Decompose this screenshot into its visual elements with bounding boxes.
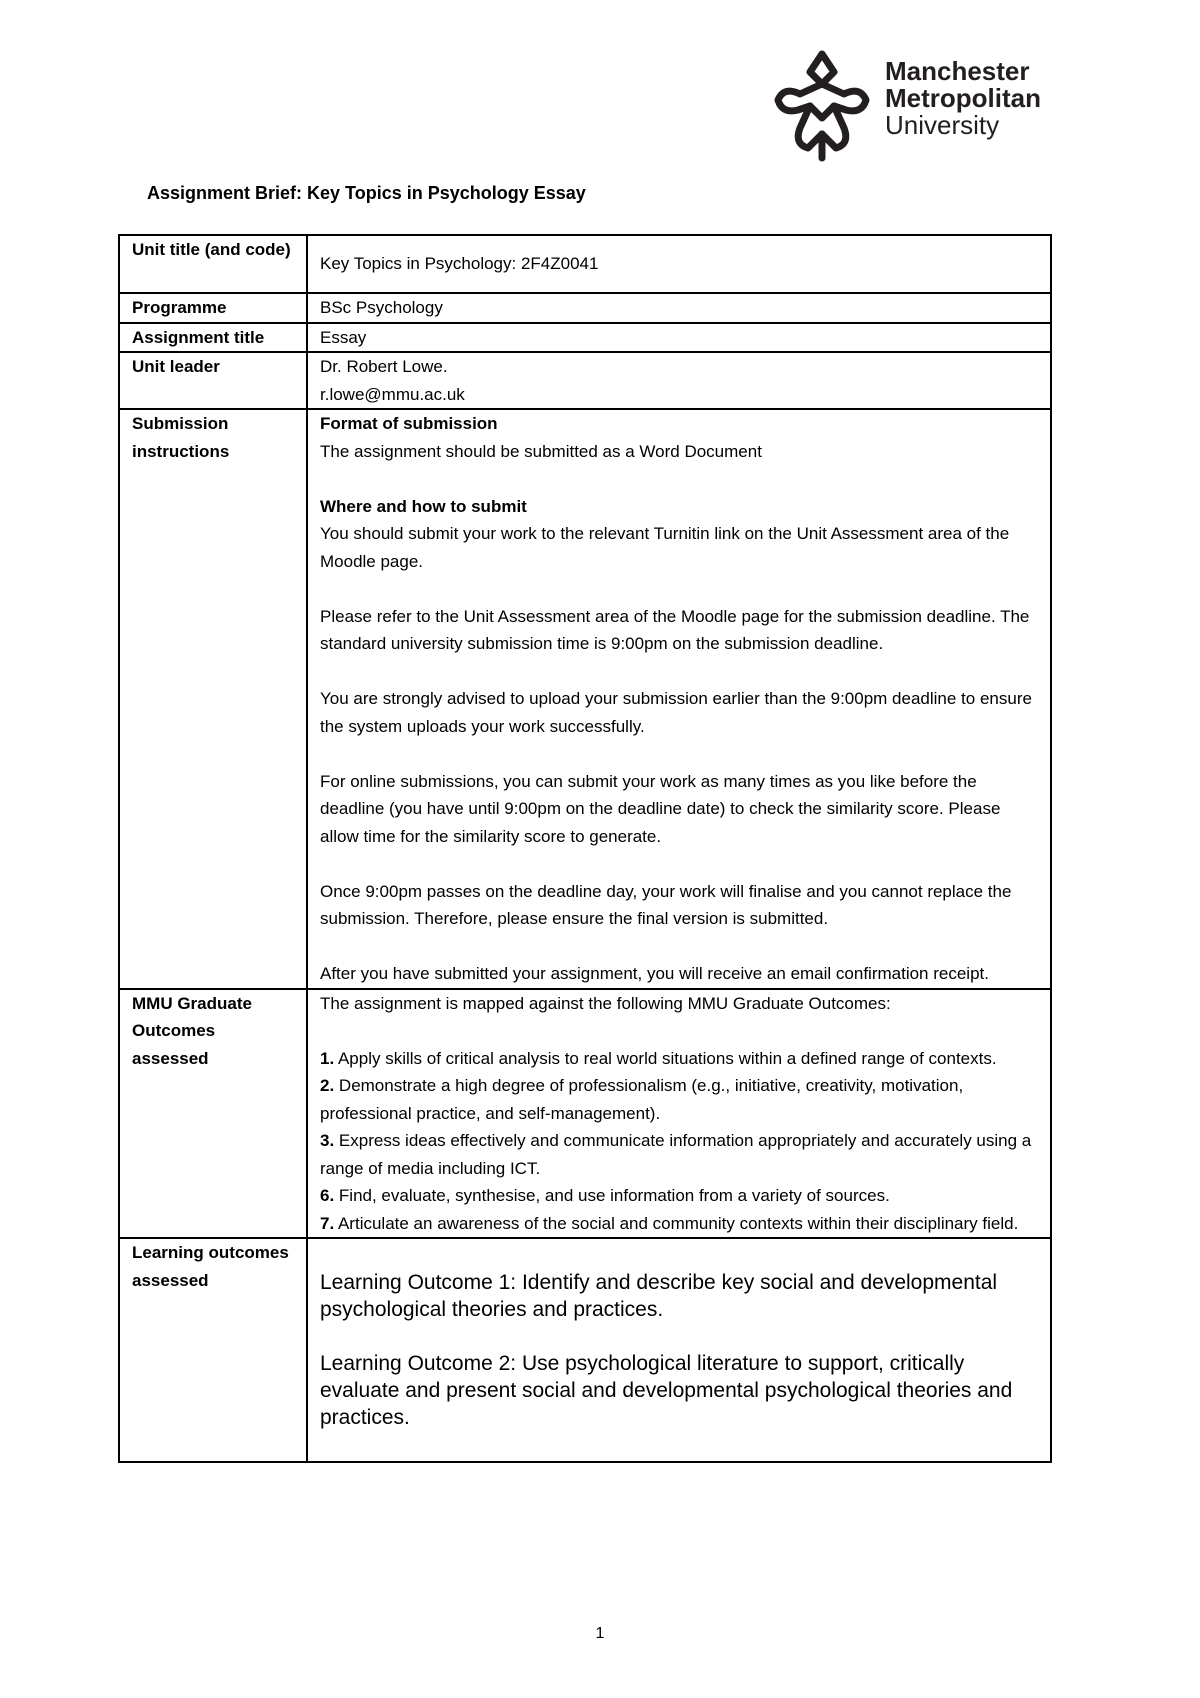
assignment-title-label: Assignment title xyxy=(119,323,307,353)
document-title: Assignment Brief: Key Topics in Psychology Essay xyxy=(147,183,586,203)
learning-outcome-2: Learning Outcome 2: Use psychological literature to support, critically evaluate and present social and developmental psychological theories and practices. xyxy=(320,1352,1013,1429)
submission-paragraph-1: You should submit your work to the relevant Turnitin link on the Unit Assessment area of the Moodle page. xyxy=(320,524,1010,571)
logo-line-manchester: Manchester xyxy=(885,56,1030,86)
table-row-learning-outcomes xyxy=(119,1238,1051,1462)
format-text: The assignment should be submitted as a Word Document xyxy=(320,441,762,461)
submission-paragraph-2: Please refer to the Unit Assessment area of the Moodle page for the submission deadline. The standard university submission time is 9:00pm on the submission deadline. xyxy=(320,606,1030,653)
assignment-title-value: Essay xyxy=(307,323,1051,353)
submission-paragraph-6: After you have submitted your assignment, you will receive an email confirmation receipt. xyxy=(320,964,989,983)
university-logo xyxy=(770,48,1070,166)
unit-leader-label: Unit leader xyxy=(119,352,307,409)
mmu-rose-logo-icon xyxy=(770,48,875,163)
logo-line-university: University xyxy=(885,110,1000,140)
table-row-submission xyxy=(119,409,1051,989)
logo-line-metropolitan: Metropolitan xyxy=(885,83,1041,113)
table-row-assignment-title xyxy=(119,323,1051,353)
unit-leader-email: r.lowe@mmu.ac.uk xyxy=(320,384,465,404)
list-item: 1. Apply skills of critical analysis to real world situations within a defined range of contexts. xyxy=(320,1048,997,1068)
where-heading: Where and how to submit xyxy=(320,496,527,516)
table-row-unit-leader xyxy=(119,352,1051,409)
list-item: 3. Express ideas effectively and communicate information appropriately and accurately using a range of media including ICT. xyxy=(320,1131,1032,1178)
graduate-outcomes-value xyxy=(307,989,1051,1239)
unit-leader-name: Dr. Robert Lowe. xyxy=(320,357,448,376)
table-row-unit-title xyxy=(119,235,1051,293)
unit-title-value: Key Topics in Psychology: 2F4Z0041 xyxy=(307,235,1051,293)
programme-value: BSc Psychology xyxy=(307,293,1051,323)
assignment-brief-table xyxy=(118,234,1052,1463)
list-item: 6. Find, evaluate, synthesise, and use information from a variety of sources. xyxy=(320,1186,890,1205)
unit-leader-value xyxy=(307,352,1051,409)
list-item: 7. Articulate an awareness of the social and community contexts within their disciplinary field. xyxy=(320,1213,1019,1233)
submission-label: Submission instructions xyxy=(119,409,307,989)
programme-label: Programme xyxy=(119,293,307,323)
graduate-outcomes-label: MMU Graduate Outcomes assessed xyxy=(119,989,307,1239)
learning-outcome-1: Learning Outcome 1: Identify and describe key social and developmental psychological theories and practices. xyxy=(320,1271,998,1321)
unit-title-label: Unit title (and code) xyxy=(119,235,307,293)
graduate-outcomes-intro: The assignment is mapped against the following MMU Graduate Outcomes: xyxy=(320,993,891,1013)
page-number: 1 xyxy=(595,1625,605,1642)
submission-value xyxy=(307,409,1051,989)
table-row-programme xyxy=(119,293,1051,323)
submission-paragraph-4: For online submissions, you can submit your work as many times as you like before the deadline (you have until 9:00pm on the deadline date) to check the similarity score. Please allow time for the similarity score to generate. xyxy=(320,771,1001,846)
learning-outcomes-label: Learning outcomes assessed xyxy=(119,1238,307,1462)
format-heading: Format of submission xyxy=(320,414,498,433)
learning-outcomes-value xyxy=(307,1238,1051,1462)
table-row-graduate-outcomes xyxy=(119,989,1051,1239)
university-name xyxy=(885,58,1041,139)
list-item: 2. Demonstrate a high degree of professionalism (e.g., initiative, creativity, motivation, professional practice, and self-management). xyxy=(320,1076,964,1123)
submission-paragraph-5: Once 9:00pm passes on the deadline day, your work will finalise and you cannot replace the submission. Therefore, please ensure the final version is submitted. xyxy=(320,881,1012,928)
submission-paragraph-3: You are strongly advised to upload your submission earlier than the 9:00pm deadline to ensure the system uploads your work successfully. xyxy=(320,689,1032,736)
